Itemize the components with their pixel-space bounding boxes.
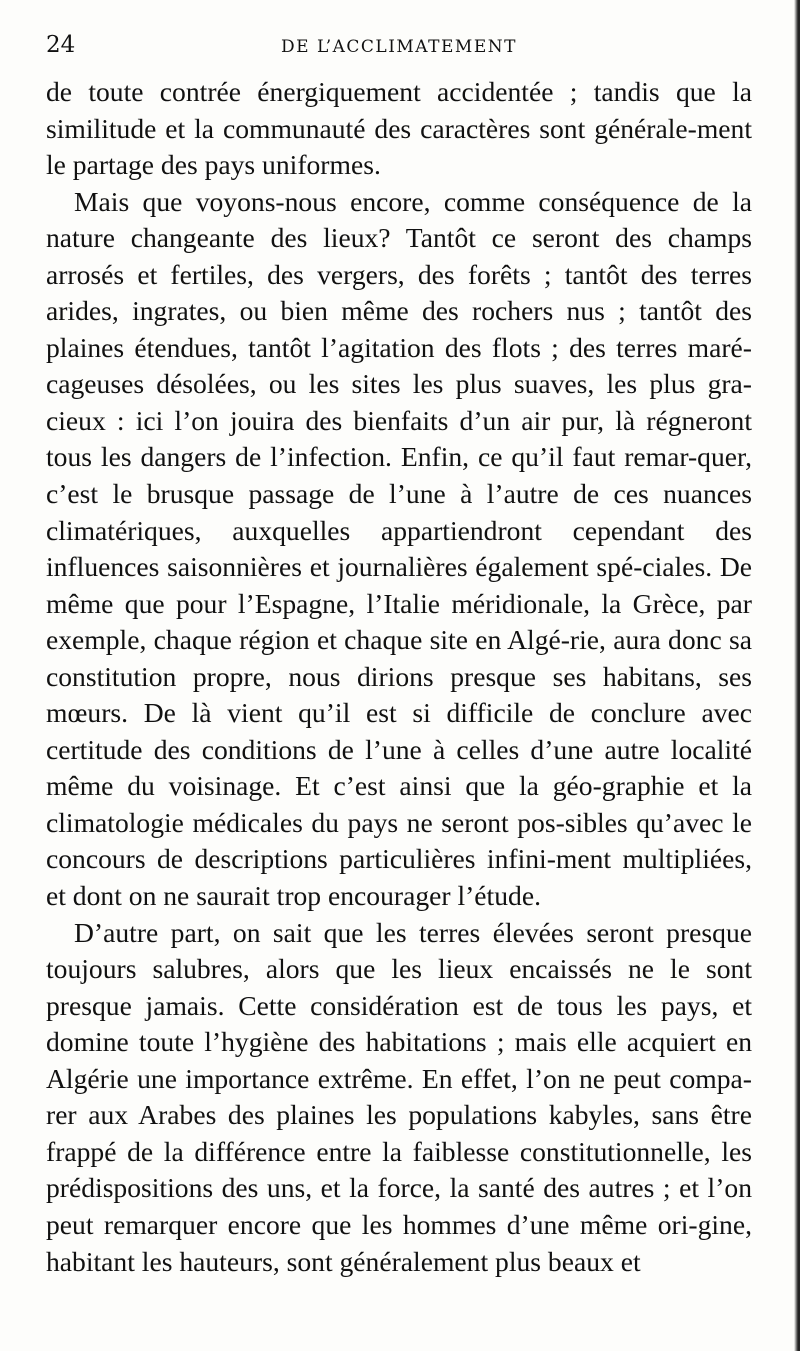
- paragraph-continued: de toute contrée énergiquement accidentée ; tandis que la similitude et la communauté des caractères sont générale-ment le partage des pays uniformes.: [46, 76, 752, 181]
- body-text: [46, 74, 752, 1280]
- running-head: [46, 32, 752, 66]
- page-edge-shadow: [794, 0, 800, 1351]
- paragraph: D’autre part, on sait que les terres élevées seront presque toujours salubres, alors que les lieux encaissés ne le sont presque jamais. Cette considération est de tous les pays, et domine toute l’hygiène des habitations ; mais elle acquiert en Algérie une importance extrême. En effet, l’on ne peut compa-rer aux Arabes des plaines les populations kabyles, sans être frappé de la différence entre la faiblesse constitutionnelle, les prédispositions des uns, et la force, la santé des autres ; et l’on peut remarquer encore que les hommes d’une même ori-gine, habitant les hauteurs, sont généralement plus beaux et: [46, 916, 752, 1277]
- paragraph: Mais que voyons-nous encore, comme conséquence de la nature changeante des lieux? Tantôt ce seront des champs arrosés et fertiles, des vergers, des forêts ; tantôt des terres arides, ingrates, ou bien même des rochers nus ; tantôt des plaines étendues, tantôt l’agitation des flots ; des terres maré-cageuses désolées, ou les sites les plus suaves, les plus gra-cieux : ici l’on jouira des bienfaits d’un air pur, là régneront tous les dangers de l’infection. Enfin, ce qu’il faut remar-quer, c’est le brusque passage de l’une à l’autre de ces nuances climatériques, auxquelles appartiendront cependant des influences saisonnières et journalières également spé-ciales. De même que pour l’Espagne, l’Italie méridionale, la Grèce, par exemple, chaque région et chaque site en Algé-rie, aura donc sa constitution propre, nous dirions presque ses habitans, ses mœurs. De là vient qu’il est si difficile de conclure avec certitude des conditions de l’une à celles d’une autre localité même du voisinage. Et c’est ainsi que la géo-graphie et la climatologie médicales du pays ne seront pos-sibles qu’avec le concours de descriptions particulières infini-ment multipliées, et dont on ne saurait trop encourager l’étude.: [46, 185, 752, 912]
- page-number: 24: [46, 32, 76, 58]
- running-title: DE L’ACCLIMATEMENT: [281, 37, 517, 57]
